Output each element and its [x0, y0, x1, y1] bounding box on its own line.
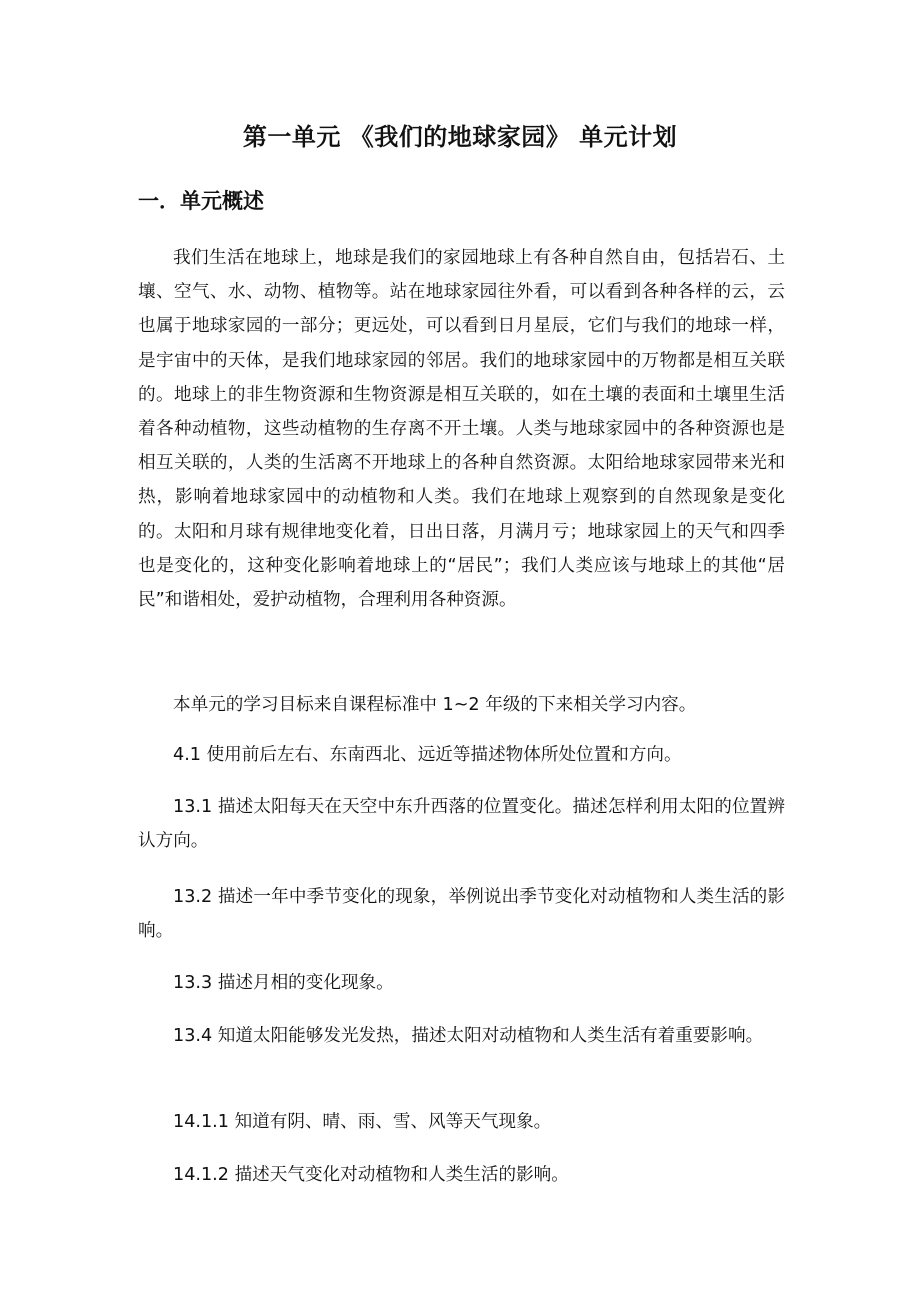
standard-text: 描述月相的变化现象。	[217, 973, 394, 993]
goals-intro-paragraph: 本单元的学习目标来自课程标准中 1~2 年级的下来相关学习内容。	[173, 695, 697, 715]
standard-item	[138, 738, 785, 772]
standard-item	[138, 1158, 785, 1192]
standard-code: 14.1.2	[173, 1165, 229, 1185]
standard-item	[138, 966, 785, 1000]
overview-paragraph: 我们生活在地球上，地球是我们的家园地球上有各种自然自由，包括岩石、土壤、空气、水、动物、植物等。站在地球家园往外看，可以看到各种各样的云，云也属于地球家园的一部分；更远处，可以看到日月星辰，它们与我们的地球一样，是宇宙中的天体，是我们地球家园的邻居。我们的地球家园中的万物都是相互关联的。地球上的非生物资源和生物资源是相互关联的，如在土壤的表面和土壤里生活着各种动植物，这些动植物的生存离不开土壤。人类与地球家园中的各种资源也是相互关联的，人类的生活离不开地球上的各种自然资源。太阳给地球家园带来光和热，影响着地球家园中的动植物和人类。我们在地球上观察到的自然现象是变化的。太阳和月球有规律地变化着，日出日落，月满月亏；地球家园上的天气和四季也是变化的，这种变化影响着地球上的“居民”；我们人类应该与地球上的其他“居民”和谐相处，爱护动植物，合理利用各种资源。	[138, 248, 785, 611]
standard-text: 描述一年中季节变化的现象，举例说出季节变化对动植物和人类生活的影响。	[138, 887, 785, 942]
document-title: 第一单元 《我们的地球家园》 单元计划	[242, 123, 678, 151]
standard-code: 13.1	[173, 797, 213, 817]
standard-item	[138, 790, 785, 858]
standard-code: 13.3	[173, 973, 213, 993]
standard-code: 4.1	[173, 745, 201, 765]
standard-code: 13.2	[173, 887, 213, 907]
standard-item	[138, 880, 785, 948]
standard-item	[138, 1105, 785, 1139]
standard-code: 13.4	[173, 1026, 213, 1046]
standard-text: 描述太阳每天在天空中东升西落的位置变化。描述怎样利用太阳的位置辨认方向。	[138, 797, 785, 852]
standard-text: 知道太阳能够发光发热，描述太阳对动植物和人类生活有着重要影响。	[217, 1026, 764, 1046]
standard-code: 14.1.1	[173, 1112, 229, 1132]
standard-text: 知道有阴、晴、雨、雪、风等天气现象。	[234, 1112, 552, 1132]
section-heading-overview: 一．单元概述	[138, 189, 264, 213]
standard-text: 描述天气变化对动植物和人类生活的影响。	[234, 1165, 569, 1185]
standard-item	[138, 1019, 785, 1053]
standard-text: 使用前后左右、东南西北、远近等描述物体所处位置和方向。	[206, 745, 682, 765]
